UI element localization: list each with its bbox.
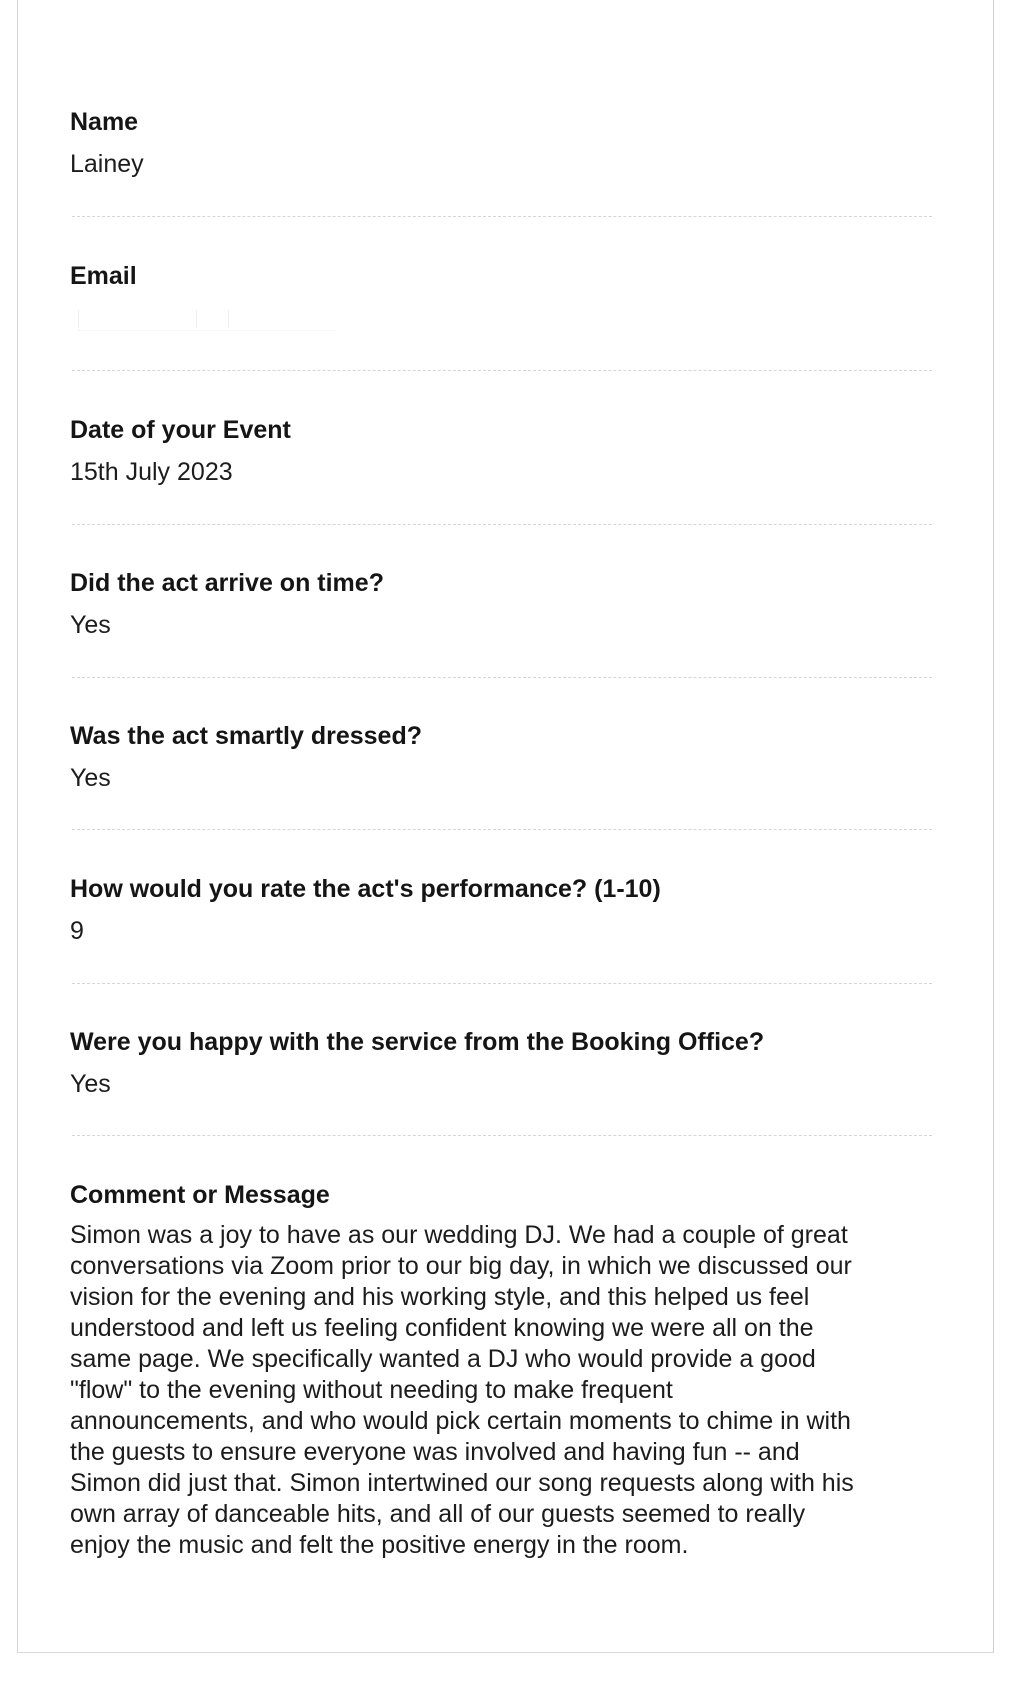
- field-event-date-value: 15th July 2023: [70, 458, 233, 486]
- comment-body: [70, 1220, 950, 1561]
- divider: [72, 829, 932, 830]
- field-booking-office-value: Yes: [70, 1070, 111, 1098]
- field-arrive-on-time-value: Yes: [70, 611, 111, 639]
- field-email-label: Email: [70, 262, 137, 290]
- field-arrive-on-time: [70, 568, 940, 640]
- comment-line: vision for the evening and his working style, and this helped us feel: [70, 1283, 810, 1311]
- comment-line: own array of danceable hits, and all of our guests seemed to really: [70, 1500, 806, 1528]
- field-booking-office-label: Were you happy with the service from the Booking Office?: [70, 1028, 765, 1056]
- field-name-label: Name: [70, 108, 139, 136]
- comment-line: enjoy the music and felt the positive energy in the room.: [70, 1531, 689, 1559]
- field-smartly-dressed: [70, 721, 940, 793]
- field-performance-rating-label: How would you rate the act's performance? (1-10): [70, 875, 661, 903]
- field-smartly-dressed-value: Yes: [70, 764, 111, 792]
- comment-line: Simon did just that. Simon intertwined our song requests along with his: [70, 1469, 854, 1497]
- comment-line: conversations via Zoom prior to our big day, in which we discussed our: [70, 1252, 852, 1280]
- field-name-value: Lainey: [70, 150, 144, 178]
- email-redacted-area: [78, 308, 336, 331]
- comment-line: the guests to ensure everyone was involved and having fun -- and: [70, 1438, 800, 1466]
- divider: [72, 677, 932, 678]
- comment-line: announcements, and who would pick certain moments to chime in with: [70, 1407, 851, 1435]
- field-event-date: [70, 415, 940, 487]
- divider: [72, 370, 932, 371]
- divider: [72, 1135, 932, 1136]
- field-comment: [70, 1180, 940, 1561]
- field-performance-rating-value: 9: [70, 917, 84, 945]
- field-email: [70, 261, 940, 303]
- comment-line: Simon was a joy to have as our wedding DJ. We had a couple of great: [70, 1221, 848, 1249]
- field-booking-office: [70, 1027, 940, 1099]
- divider: [72, 983, 932, 984]
- field-performance-rating: [70, 874, 940, 946]
- field-smartly-dressed-label: Was the act smartly dressed?: [70, 722, 422, 750]
- field-event-date-label: Date of your Event: [70, 416, 291, 444]
- divider: [72, 524, 932, 525]
- divider: [72, 216, 932, 217]
- comment-line: same page. We specifically wanted a DJ who would provide a good: [70, 1345, 816, 1373]
- comment-line: understood and left us feeling confident knowing we were all on the: [70, 1314, 814, 1342]
- field-name: [70, 107, 940, 179]
- field-arrive-on-time-label: Did the act arrive on time?: [70, 569, 384, 597]
- field-comment-label: Comment or Message: [70, 1181, 330, 1209]
- comment-line: "flow" to the evening without needing to make frequent: [70, 1376, 673, 1404]
